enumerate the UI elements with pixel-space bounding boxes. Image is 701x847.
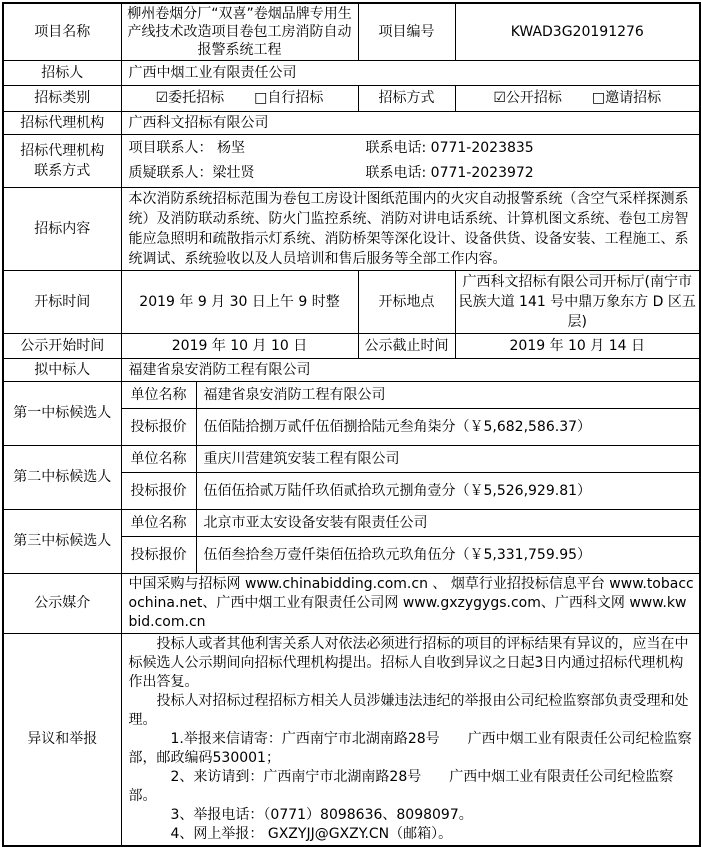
category-option-entrusted — [156, 89, 225, 108]
candidate3-name-value: 北京市亚太安设备安装有限责任公司 — [196, 510, 700, 537]
bid-content-label: 招标内容 — [3, 188, 121, 271]
candidate1-price-value: 伍佰陆拾捌万贰仟伍佰捌拾陆元叁角柒分（￥5,682,586.37） — [196, 409, 700, 446]
report-visit-address: 2、来访请到：广西南宁市北湖南路28号 广西中烟工业有限责任公司纪检监察部。 — [128, 769, 674, 804]
opening-place-label: 开标地点 — [358, 271, 455, 334]
opening-time-label: 开标时间 — [3, 271, 121, 334]
media-label: 公示媒介 — [3, 574, 121, 634]
candidate1-price-label: 投标报价 — [121, 409, 196, 446]
candidate3-price-value: 伍佰叁拾叁万壹仟柒佰伍拾玖元玖角伍分（￥5,331,759.95） — [196, 537, 700, 574]
category-option-self — [254, 89, 323, 108]
bid-method-label: 招标方式 — [358, 86, 455, 112]
candidate2-label: 第二中标候选人 — [3, 446, 121, 510]
method-option-open — [493, 89, 562, 108]
report-phone: 3、举报电话：（0771）8098636、8098097。 — [170, 807, 473, 823]
opening-time-value: 2019 年 9 月 30 日上午 9 时整 — [121, 271, 358, 334]
method-option-invite-label: 邀请招标 — [605, 90, 662, 106]
agency-contact-label-line2: 联系方式 — [34, 163, 91, 179]
agency-value: 广西科文招标有限公司 — [121, 112, 700, 135]
objection-label: 异议和举报 — [3, 634, 121, 847]
candidate2-price-label: 投标报价 — [121, 473, 196, 510]
agency-contact-value — [121, 135, 700, 188]
contact-line-project — [129, 136, 696, 161]
candidate1-name-value: 福建省泉安消防工程有限公司 — [196, 382, 700, 409]
tenderer-value: 广西中烟工业有限责任公司 — [121, 61, 700, 86]
bid-category-options — [121, 86, 358, 112]
category-option-entrusted-label: 委托招标 — [168, 90, 225, 106]
report-email: 4、网上举报： GXZYJJ@GXZY.CN（邮箱）。 — [170, 826, 453, 842]
report-mail-address: 1.举报来信请寄：广西南宁市北湖南路28号 广西中烟工业有限责任公司纪检监察部，邮政编码530001； — [128, 731, 692, 766]
objection-paragraph-2: 投标人对招标过程招标方相关人员涉嫌违法违纪的举报由公司纪检监察部负责受理和处理。 — [128, 693, 689, 728]
objection-paragraph-1: 投标人或者其他利害关系人对依法必须进行招标的项目的评标结果有异议的，应当在中标候选人公示期间向招标代理机构提出。招标人自收到异议之日起3日内通过招标代理机构作出答复。 — [128, 636, 689, 690]
publicity-start-label: 公示开始时间 — [3, 334, 121, 359]
publicity-start-value: 2019 年 10 月 10 日 — [121, 334, 358, 359]
candidate1-name-label: 单位名称 — [121, 382, 196, 409]
method-option-open-label: 公开招标 — [505, 90, 562, 106]
proposed-winner-value: 福建省泉安消防工程有限公司 — [121, 359, 700, 382]
query-contact-phone: 联系电话: 0771-2023972 — [365, 165, 534, 181]
agency-label: 招标代理机构 — [3, 112, 121, 135]
objection-content — [121, 634, 700, 847]
media-value: 中国采购与招标网 www.chinabidding.com.cn 、 烟草行业招投标信息平台 www.tobaccochina.net、广西中烟工业有限责任公司网 www.gxzygygs.com、广西科文网 www.kwbid.com.cn — [121, 574, 700, 634]
tender-result-table — [2, 2, 701, 847]
proposed-winner-label: 拟中标人 — [3, 359, 121, 382]
bid-content-value: 本次消防系统招标范围为卷包工房设计图纸范围内的火灾自动报警系统（含空气采样探测系统）及消防联动系统、防火门监控系统、消防对讲电话系统、计算机图文系统、卷包工房智能应急照明和疏散指示灯系统、消防桥架等深化设计、设备供货、设备安装、工程施工、系统调试、系统验收以及人员培训和售后服务等全部工作内容。 — [121, 188, 700, 271]
opening-place-value: 广西科文招标有限公司开标厅(南宁市民族大道 141 号中鼎万象东方 D 区五层) — [455, 271, 700, 334]
query-contact-person: 质疑联系人：梁壮贤 — [128, 165, 255, 181]
agency-contact-label-line1: 招标代理机构 — [20, 143, 105, 159]
bid-category-label: 招标类别 — [3, 86, 121, 112]
bid-method-options — [455, 86, 700, 112]
checkbox-unchecked-icon: □ — [591, 90, 606, 106]
checkbox-checked-icon: ☑ — [155, 90, 169, 106]
method-option-invite — [592, 89, 661, 108]
candidate3-label: 第三中标候选人 — [3, 510, 121, 574]
candidate2-price-value: 伍佰伍拾贰万陆仟玖佰贰拾玖元捌角壹分（￥5,526,929.81） — [196, 473, 700, 510]
tenderer-label: 招标人 — [3, 61, 121, 86]
publicity-end-label: 公示截止时间 — [358, 334, 455, 359]
candidate1-label: 第一中标候选人 — [3, 382, 121, 446]
category-option-self-label: 自行招标 — [267, 90, 324, 106]
contact-line-query — [129, 161, 696, 186]
checkbox-unchecked-icon: □ — [254, 90, 268, 106]
candidate3-price-label: 投标报价 — [121, 537, 196, 574]
project-number-label: 项目编号 — [358, 3, 455, 61]
candidate2-name-label: 单位名称 — [121, 446, 196, 473]
agency-contact-label — [3, 135, 121, 188]
project-contact-person: 项目联系人： 杨坚 — [128, 140, 245, 156]
candidate3-name-label: 单位名称 — [121, 510, 196, 537]
project-contact-phone: 联系电话: 0771-2023835 — [365, 140, 534, 156]
project-number-value: KWAD3G20191276 — [455, 3, 700, 61]
publicity-end-value: 2019 年 10 月 14 日 — [455, 334, 700, 359]
project-name-label: 项目名称 — [3, 3, 121, 61]
candidate2-name-value: 重庆川营建筑安装工程有限公司 — [196, 446, 700, 473]
checkbox-checked-icon: ☑ — [493, 90, 506, 106]
project-name-value: 柳州卷烟分厂“双喜”卷烟品牌专用生产线技术改造项目卷包工房消防自动报警系统工程 — [121, 3, 358, 61]
